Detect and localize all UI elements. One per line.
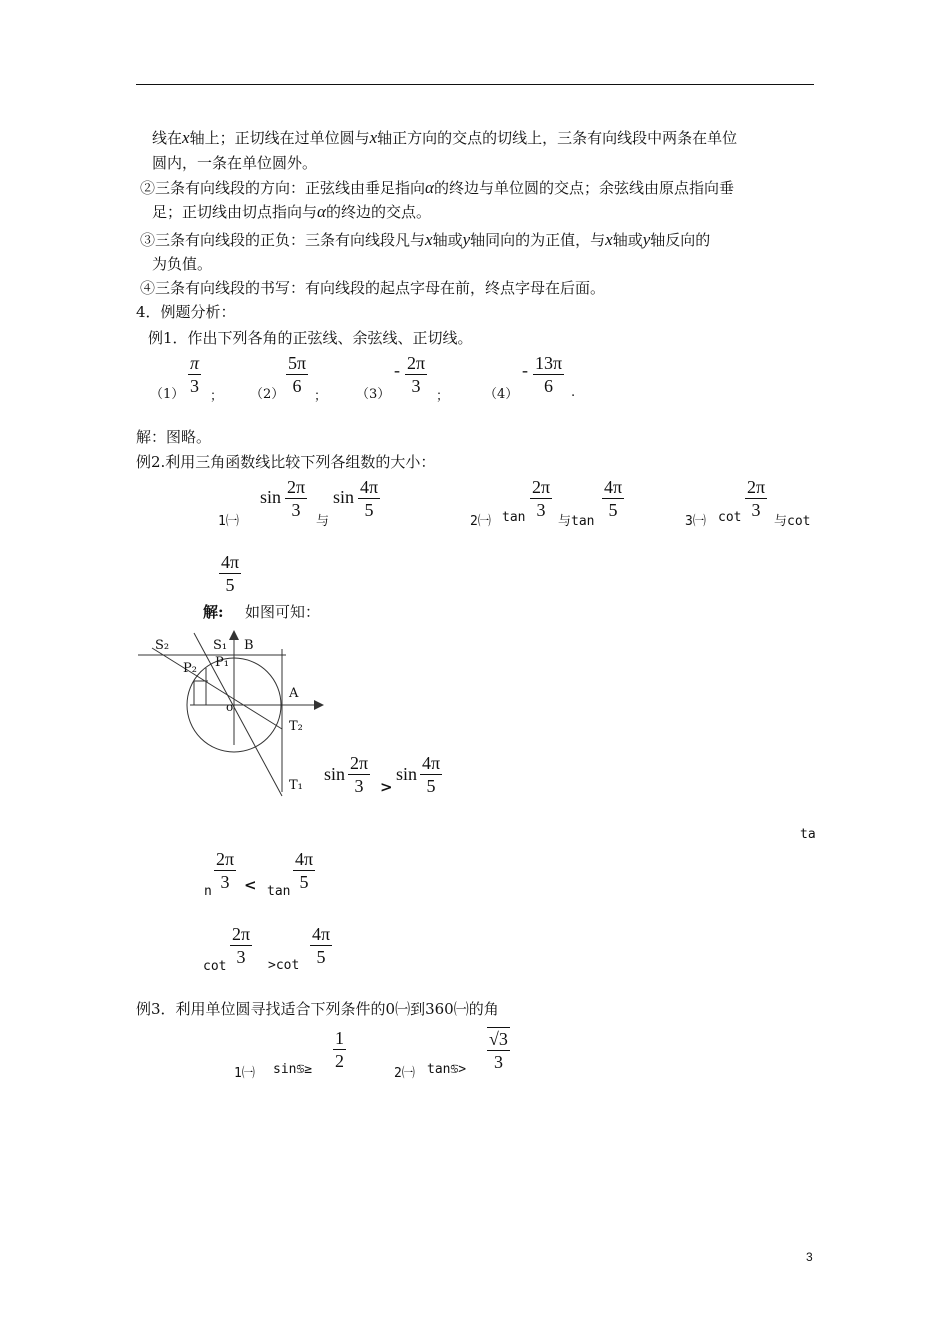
intro-line-2: 圆内，一条在单位圆外。 xyxy=(152,154,318,172)
less-than: < xyxy=(244,876,257,894)
label-p1: P₁ xyxy=(215,655,229,670)
ex2-fraction xyxy=(285,476,307,521)
ex2-fraction xyxy=(358,476,380,521)
page-number: 3 xyxy=(806,1250,813,1264)
header-rule xyxy=(136,84,814,85)
denominator: 6 xyxy=(292,376,302,396)
cot-fn: cot xyxy=(718,510,742,525)
greater-than-cot: >cot xyxy=(268,958,300,973)
ex3-condition-2: tan♋> xyxy=(427,1062,467,1077)
label-s2: S₂ xyxy=(155,638,170,653)
ex2-index-2: 2㈠ xyxy=(470,514,491,529)
numerator: 2π xyxy=(216,849,235,869)
denominator: 3 xyxy=(493,1052,503,1072)
p3-text: ③三条有向线段的正负：三条有向线段凡与 xyxy=(140,231,426,249)
sin-fn: sin xyxy=(260,487,282,507)
ex3-index-2: 2㈠ xyxy=(394,1066,415,1081)
numerator: 2π xyxy=(532,477,551,497)
numerator: 5π xyxy=(288,353,307,373)
example-1-answer: 解：图略。 xyxy=(136,428,212,446)
separator: ； xyxy=(436,389,450,404)
label-s1: S₁ xyxy=(213,638,228,653)
numerator: 2π xyxy=(232,924,251,944)
separator: ； xyxy=(314,389,328,404)
numerator: √3 xyxy=(489,1029,508,1049)
separator: . xyxy=(571,385,576,400)
and-tan: 与tan xyxy=(558,514,595,529)
p2-text: 足；正切线由切点指向与 xyxy=(152,203,318,221)
numerator: π xyxy=(190,353,200,373)
numerator: 4π xyxy=(295,849,314,869)
p2-text: 的终边的交点。 xyxy=(325,203,431,221)
p3-text: 轴反向的 xyxy=(650,231,711,249)
label-b: B xyxy=(244,638,254,653)
denominator: 3 xyxy=(190,376,200,396)
ex2-fraction xyxy=(745,476,767,521)
result-fraction xyxy=(420,752,442,797)
minus-sign: - xyxy=(522,360,528,380)
point-2-line-2 xyxy=(152,202,431,222)
ex1-fraction-2 xyxy=(286,352,308,397)
p3-text: 轴或 xyxy=(432,231,463,249)
ex1-label-1: （1） xyxy=(150,387,185,402)
result-fraction xyxy=(214,848,236,893)
point-3-line-2: 为负值。 xyxy=(152,255,213,273)
var-x: x xyxy=(369,128,378,147)
solution-label: 解: xyxy=(203,603,224,621)
ex2-fraction xyxy=(530,476,552,521)
ex1-fraction-1 xyxy=(188,352,201,397)
numerator: 2π xyxy=(407,353,426,373)
denominator: 5 xyxy=(225,575,235,595)
ex1-label-4: （4） xyxy=(484,387,519,402)
denominator: 3 xyxy=(354,776,364,796)
intro-text: 线在 xyxy=(152,129,183,147)
and-cot: 与cot xyxy=(774,514,811,529)
and-word: 与 xyxy=(316,514,330,529)
var-x: x xyxy=(605,230,613,249)
cot-fn: cot xyxy=(203,959,227,974)
ex1-fraction-4 xyxy=(533,352,564,397)
ex3-index-1: 1㈠ xyxy=(234,1066,255,1081)
numerator: 13π xyxy=(535,353,563,373)
tan-fn: tan xyxy=(267,884,291,899)
ex2-index-3: 3㈠ xyxy=(685,514,706,529)
result-fraction xyxy=(230,923,252,968)
label-a: A xyxy=(289,686,299,701)
denominator: 5 xyxy=(299,872,309,892)
p2-text: ②三条有向线段的方向：正弦线由垂足指向 xyxy=(140,179,426,197)
denominator: 5 xyxy=(426,776,436,796)
denominator: 3 xyxy=(236,947,246,967)
result-fraction xyxy=(310,923,332,968)
numerator: 4π xyxy=(604,477,623,497)
denominator: 3 xyxy=(536,500,546,520)
label-p2: P₂ xyxy=(183,661,197,676)
label-t2: T₂ xyxy=(289,719,303,734)
sin-fn: sin xyxy=(324,764,346,784)
numerator: 2π xyxy=(350,753,369,773)
denominator: 3 xyxy=(291,500,301,520)
denominator: 5 xyxy=(316,947,326,967)
denominator: 3 xyxy=(220,872,230,892)
numerator: 4π xyxy=(360,477,379,497)
solution-text: 如图可知： xyxy=(245,603,321,621)
p2-text: 的终边与单位圆的交点；余弦线由原点指向垂 xyxy=(433,179,734,197)
denominator: 3 xyxy=(411,376,421,396)
numerator: 2π xyxy=(747,477,766,497)
wrap-text-n: n xyxy=(204,884,212,899)
ex1-fraction-3 xyxy=(405,352,427,397)
var-y: y xyxy=(642,230,651,249)
ex2-fraction xyxy=(602,476,624,521)
example-2-title: 例2.利用三角函数线比较下列各组数的大小： xyxy=(136,453,436,471)
ex2-fraction xyxy=(219,551,241,596)
label-o: o xyxy=(226,700,234,714)
wrap-text-ta: ta xyxy=(800,827,816,842)
result-fraction xyxy=(293,848,315,893)
denominator: 6 xyxy=(544,376,554,396)
ex2-index-1: 1㈠ xyxy=(218,514,239,529)
intro-line-1 xyxy=(152,128,737,148)
unit-circle-diagram xyxy=(138,628,324,800)
denominator: 5 xyxy=(364,500,374,520)
result-fraction xyxy=(348,752,370,797)
example-1-title: 例1．作出下列各角的正弦线、余弦线、正切线。 xyxy=(148,329,473,347)
ex3-fraction-1 xyxy=(333,1027,346,1072)
section-4-heading: 4．例题分析： xyxy=(136,303,236,321)
var-x: x xyxy=(425,230,433,249)
var-alpha: α xyxy=(425,178,434,197)
sin-fn: sin xyxy=(333,487,355,507)
intro-text: 轴正方向的交点的切线上，三条有向线段中两条在单位 xyxy=(377,129,738,147)
denominator: 5 xyxy=(608,500,618,520)
ex3-condition-1: sin♋≥ xyxy=(273,1062,313,1077)
numerator: 4π xyxy=(221,552,240,572)
point-2-line-1 xyxy=(140,178,734,198)
separator: ； xyxy=(210,389,224,404)
example-3-title: 例3．利用单位圆寻找适合下列条件的0㈠到360㈠的角 xyxy=(136,1000,499,1018)
intro-text: 轴上；正切线在过单位圆与 xyxy=(189,129,370,147)
point-4: ④三条有向线段的书写：有向线段的起点字母在前，终点字母在后面。 xyxy=(140,279,606,297)
ex3-fraction-2 xyxy=(487,1027,510,1073)
p3-text: 轴或 xyxy=(612,231,643,249)
denominator: 2 xyxy=(335,1051,344,1071)
numerator: 4π xyxy=(312,924,331,944)
label-t1: T₁ xyxy=(289,778,303,793)
ex1-label-2: （2） xyxy=(250,387,285,402)
minus-sign: - xyxy=(394,360,400,380)
point-3-line-1 xyxy=(140,230,710,250)
numerator: 2π xyxy=(287,477,306,497)
var-y: y xyxy=(462,230,471,249)
sin-fn: sin xyxy=(396,764,418,784)
var-x: x xyxy=(182,128,190,147)
p3-text: 轴同向的为正值，与 xyxy=(470,231,606,249)
ex1-label-3: （3） xyxy=(356,387,391,402)
tan-fn: tan xyxy=(502,510,526,525)
greater-than: > xyxy=(380,778,393,796)
denominator: 3 xyxy=(751,500,761,520)
numerator: 1 xyxy=(335,1028,344,1048)
var-alpha: α xyxy=(317,202,326,221)
numerator: 4π xyxy=(422,753,441,773)
